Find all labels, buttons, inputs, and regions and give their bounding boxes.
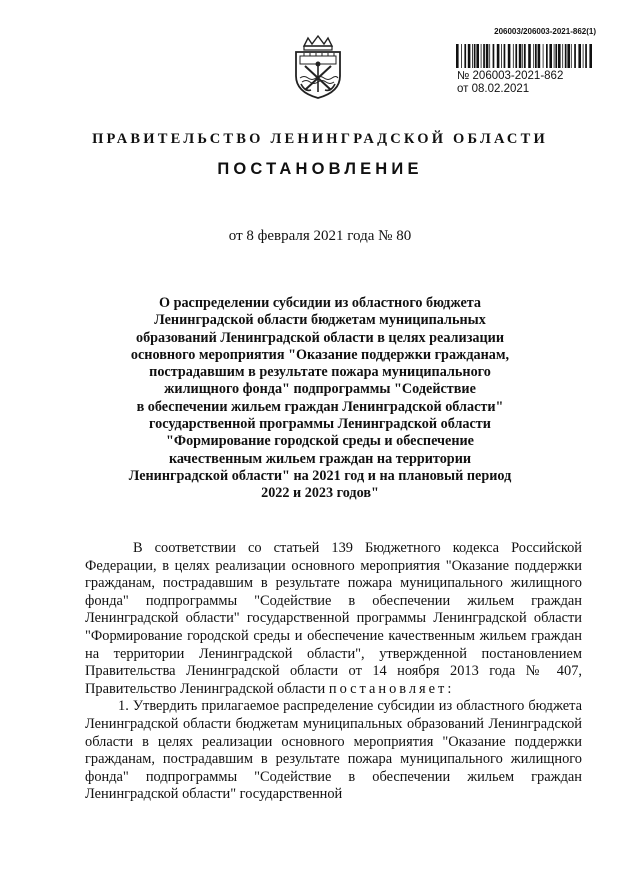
barcode-bar bbox=[546, 44, 548, 68]
registration-date: от 08.02.2021 bbox=[457, 83, 530, 95]
barcode-bar bbox=[578, 44, 581, 68]
barcode-bar bbox=[504, 44, 506, 68]
title-line: образований Ленинградской области в целях реализации bbox=[135, 329, 505, 346]
barcode-bar bbox=[497, 44, 500, 68]
barcode-bar bbox=[486, 44, 489, 68]
title-line: "Формирование городской среды и обеспечение bbox=[166, 433, 474, 450]
title-line: Ленинградской области" на 2021 год и на плановый период bbox=[128, 467, 512, 484]
title-line: в обеспечении жильем граждан Ленинградской области" bbox=[136, 398, 504, 415]
barcode-bar bbox=[474, 44, 476, 68]
barcode-bar bbox=[585, 44, 587, 68]
authority-heading: ПРАВИТЕЛЬСТВО ЛЕНИНГРАДСКОЙ ОБЛАСТИ bbox=[92, 131, 548, 147]
barcode-bar bbox=[489, 44, 490, 68]
barcode-bar bbox=[554, 44, 555, 68]
decree-date-number: от 8 февраля 2021 года № 80 bbox=[228, 228, 412, 244]
title-line: 2022 и 2023 годов" bbox=[261, 485, 379, 502]
decree-body bbox=[85, 540, 582, 804]
document-id: 206003/206003-2021-862(1) bbox=[494, 27, 596, 36]
barcode-bar bbox=[493, 44, 495, 68]
barcode-bar bbox=[538, 44, 541, 68]
barcode-bar bbox=[558, 44, 561, 68]
title-line: О распределении субсидии из областного бюджета bbox=[158, 295, 481, 311]
title-line: жилищного фонда" подпрограммы "Содействие bbox=[164, 381, 476, 398]
barcode-bar bbox=[508, 44, 511, 68]
barcode-bar bbox=[472, 44, 473, 68]
barcode-bar bbox=[522, 44, 523, 68]
barcode-bar bbox=[555, 44, 557, 68]
barcode-bar bbox=[562, 44, 563, 68]
title-line: государственной программы Ленинградской области bbox=[149, 416, 491, 433]
barcode-bar bbox=[528, 44, 531, 68]
barcode-bar bbox=[533, 44, 534, 68]
title-line: основного мероприятия "Оказание поддержки гражданам, bbox=[130, 346, 510, 363]
decree-verb: постановляет: bbox=[328, 680, 455, 697]
registration-number: № 206003-2021-862 bbox=[457, 70, 564, 82]
leningrad-oblast-coat-of-arms-icon bbox=[290, 34, 346, 100]
decree-title bbox=[110, 295, 530, 503]
preamble-paragraph bbox=[85, 540, 582, 698]
barcode-bar bbox=[543, 44, 544, 68]
barcode-bar bbox=[464, 44, 466, 68]
preamble-text: В соответствии со статьей 139 Бюджетного кодекса Российской Федерации, в целях реализации основного мероприятия "Оказание поддержки гражданам, пострадавшим в результате пожара муниципального жилищного фонда" подпрограммы "Содействие в обеспечении жильем граждан Ленинградской области" государственной программы Ленинградской области "Формирование городской среды и обеспечение качественным жильем граждан на территории Ленинградской области", утвержденной постановлением Правительства Ленинградской области от 14 ноября 2013 года № 407, Правительство Ленинградской области bbox=[85, 540, 582, 697]
title-line: качественным жильем граждан на территории bbox=[168, 450, 472, 467]
barcode-bar bbox=[501, 44, 502, 68]
title-line: Ленинградской области бюджетам муниципальных bbox=[154, 312, 486, 329]
barcode-bar bbox=[589, 44, 592, 68]
barcode-bar bbox=[571, 44, 572, 68]
barcode-bar bbox=[461, 44, 462, 68]
document-type-heading: ПОСТАНОВЛЕНИЕ bbox=[217, 160, 423, 178]
barcode-bar bbox=[583, 44, 584, 68]
barcode-bar bbox=[456, 44, 459, 68]
barcode-bar bbox=[549, 44, 552, 68]
barcode-bar bbox=[481, 44, 482, 68]
barcode-bar bbox=[515, 44, 517, 68]
barcode-bar bbox=[574, 44, 576, 68]
barcode-bar bbox=[535, 44, 537, 68]
barcode-bar bbox=[483, 44, 485, 68]
barcode-bar bbox=[565, 44, 567, 68]
barcode-bar bbox=[519, 44, 522, 68]
barcode-bar bbox=[513, 44, 514, 68]
barcode-icon bbox=[456, 44, 596, 68]
registration-block bbox=[457, 70, 563, 96]
barcode-bar bbox=[468, 44, 471, 68]
barcode-bar bbox=[524, 44, 526, 68]
barcode-bar bbox=[476, 44, 479, 68]
clause-1-paragraph: 1. Утвердить прилагаемое распределение субсидии из областного бюджета Ленинградской области бюджетам муниципальных образований Ленинградской области в целях реализации основного мероприятия "Оказание поддержки гражданам, пострадавшим в результате пожара муниципального жилищного фонда" подпрограммы "Содействие в обеспечении жильем граждан Ленинградской области" государственной bbox=[85, 698, 582, 803]
barcode-bar bbox=[567, 44, 570, 68]
title-line: пострадавшим в результате пожара муниципального bbox=[149, 364, 491, 381]
